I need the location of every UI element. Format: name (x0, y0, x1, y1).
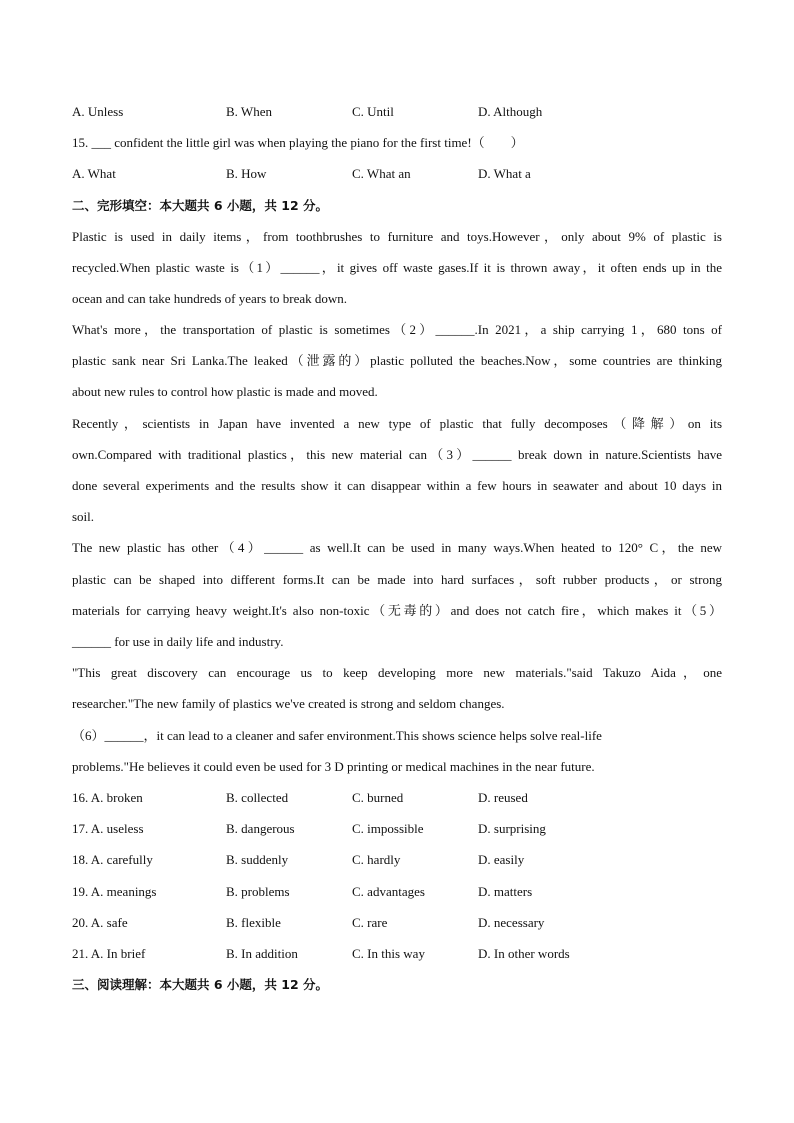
passage-line: plastic sank near Sri Lanka.The leaked（泄露的）plastic polluted the beaches.Now，some countries are thinking (72, 353, 722, 368)
q17-options (72, 821, 732, 837)
passage-line: ocean and can take hundreds of years to break down. (72, 291, 348, 306)
option-a: 19. A. meanings (72, 884, 157, 899)
option-a: 16. A. broken (72, 790, 143, 805)
q15-option-b: B. How (226, 166, 267, 181)
option-b: B. In addition (226, 946, 298, 961)
option-d: D. necessary (478, 915, 545, 930)
passage-line: problems."He believes it could even be used for 3 D printing or medical machines in the near future. (72, 759, 595, 774)
q15-stem: 15. ___ confident the little girl was when playing the piano for the first time!（ ） (72, 135, 524, 150)
passage-line: ______ for use in daily life and industry. (72, 634, 284, 649)
passage-line: （6）______，it can lead to a cleaner and safer environment.This shows science helps solve real-life (72, 728, 602, 743)
passage-line: researcher."The new family of plastics we've created is strong and seldom changes. (72, 696, 505, 711)
option-c: C. hardly (352, 852, 401, 867)
option-a: 17. A. useless (72, 821, 144, 836)
q14-option-a: A. Unless (72, 104, 124, 119)
passage-line: "This great discovery can encourage us to keep developing more new materials."said Takuzo Aida，one (72, 665, 722, 680)
passage-line: done several experiments and the results show it can disappear within a few hours in seawater and about 10 days in (72, 478, 722, 493)
passage-line: The new plastic has other（4）______ as well.It can be used in many ways.When heated to 120° C，the new (72, 540, 722, 555)
q19-options (72, 884, 732, 900)
option-b: B. flexible (226, 915, 281, 930)
option-b: B. problems (226, 884, 290, 899)
option-c: C. burned (352, 790, 404, 805)
option-d: D. easily (478, 852, 525, 867)
section-3-heading: 三、阅读理解：本大题共 6 小题，共 12 分。 (72, 977, 329, 992)
passage-line: materials for carrying heavy weight.It's also non-toxic（无毒的）and does not catch fire，which makes it（5） (72, 603, 722, 618)
q14-option-d: D. Although (478, 104, 543, 119)
passage-line: plastic can be shaped into different forms.It can be made into hard surfaces，soft rubber products，or strong (72, 572, 722, 587)
option-c: C. advantages (352, 884, 425, 899)
option-c: C. impossible (352, 821, 424, 836)
passage-line: recycled.When plastic waste is（1）______，it gives off waste gases.If it is thrown away，it often ends up in the (72, 260, 722, 275)
option-c: C. In this way (352, 946, 425, 961)
q18-options (72, 852, 732, 868)
q15-option-c: C. What an (352, 166, 411, 181)
option-d: D. surprising (478, 821, 546, 836)
q15-options (72, 166, 732, 182)
option-d: D. reused (478, 790, 528, 805)
q15-option-d: D. What a (478, 166, 531, 181)
option-d: D. In other words (478, 946, 570, 961)
q14-option-b: B. When (226, 104, 272, 119)
option-b: B. dangerous (226, 821, 295, 836)
q15-option-a: A. What (72, 166, 116, 181)
option-d: D. matters (478, 884, 533, 899)
q14-option-c: C. Until (352, 104, 394, 119)
passage-line: own.Compared with traditional plastics，this new material can（3）______ break down in nature.Scientists have (72, 447, 722, 462)
q21-options (72, 946, 732, 962)
section-2-heading: 二、完形填空：本大题共 6 小题，共 12 分。 (72, 198, 329, 213)
option-a: 18. A. carefully (72, 852, 153, 867)
option-a: 20. A. safe (72, 915, 128, 930)
q16-options (72, 790, 732, 806)
q14-options (72, 104, 732, 120)
passage-line: Plastic is used in daily items，from toothbrushes to furniture and toys.However，only about 9% of plastic is (72, 229, 722, 244)
q20-options (72, 915, 732, 931)
passage-line: soil. (72, 509, 95, 524)
passage-line: What's more，the transportation of plastic is sometimes（2）______.In 2021，a ship carrying 1，680 tons of (72, 322, 722, 337)
option-b: B. collected (226, 790, 289, 805)
option-b: B. suddenly (226, 852, 289, 867)
option-a: 21. A. In brief (72, 946, 146, 961)
passage-line: about new rules to control how plastic is made and moved. (72, 384, 378, 399)
passage-line: Recently，scientists in Japan have invented a new type of plastic that fully decomposes（降解）on its (72, 416, 722, 431)
option-c: C. rare (352, 915, 388, 930)
